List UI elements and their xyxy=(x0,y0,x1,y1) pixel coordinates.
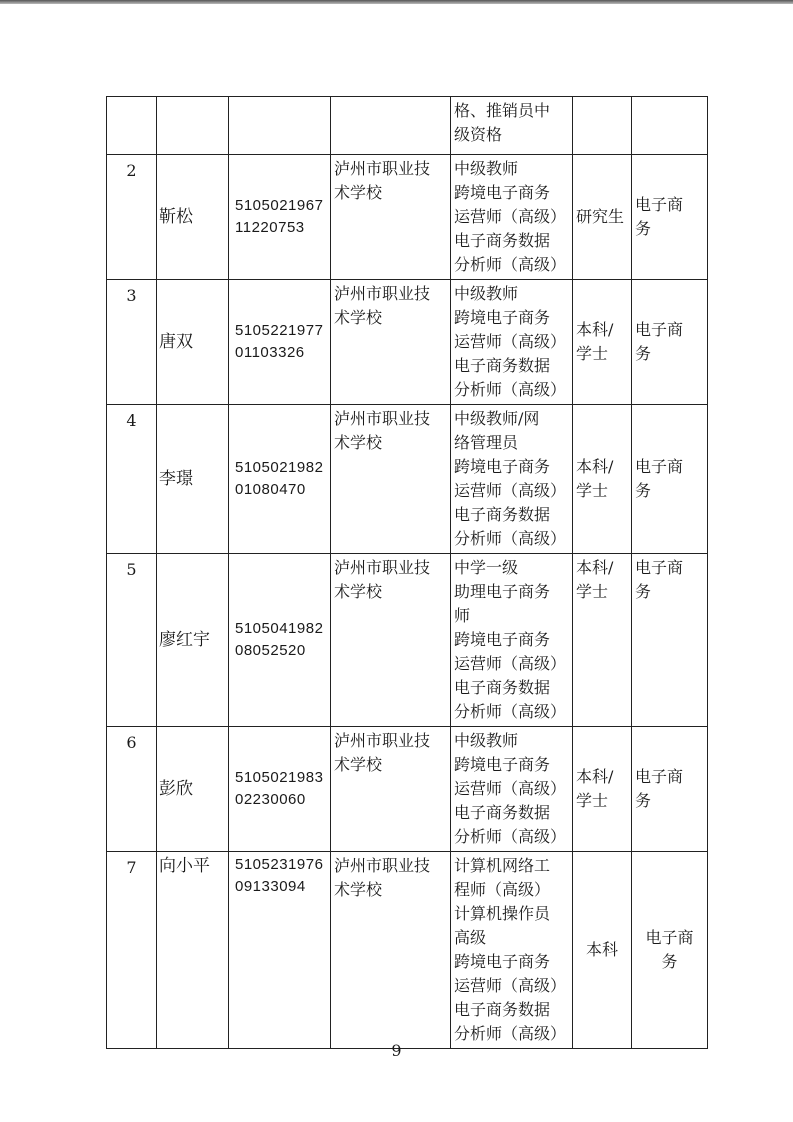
cert-line: 分析师（高级） xyxy=(454,255,567,274)
cell-name: 廖红宇 xyxy=(157,554,229,727)
unit-line: 术学校 xyxy=(334,582,383,601)
cert-line: 电子商务数据 xyxy=(454,678,551,697)
unit-line: 术学校 xyxy=(334,308,383,327)
id-line: 5105221977 xyxy=(235,322,324,339)
cell-edu xyxy=(573,280,632,405)
cert-line: 电子商务数据 xyxy=(454,231,551,250)
cell-unit xyxy=(331,554,451,727)
cert-line: 中级教师 xyxy=(454,731,519,750)
cell-cert xyxy=(451,155,573,280)
cert-line: 中级教师/网 xyxy=(454,409,540,428)
id-line: 5105021982 xyxy=(235,459,324,476)
cert-line: 中级教师 xyxy=(454,284,519,303)
table-row xyxy=(107,280,708,405)
cert-line: 跨境电子商务 xyxy=(454,308,551,327)
major-line: 电子商 xyxy=(635,767,684,786)
cell-major xyxy=(632,852,708,1049)
unit-line: 泸州市职业技 xyxy=(334,558,431,577)
unit-line: 泸州市职业技 xyxy=(334,856,431,875)
cert-line: 高级 xyxy=(454,928,487,947)
cert-line: 运营师（高级） xyxy=(454,779,567,798)
cert-line: 电子商务数据 xyxy=(454,356,551,375)
cell-cert xyxy=(451,554,573,727)
cert-line: 分析师（高级） xyxy=(454,1024,567,1043)
major-line: 电子商 xyxy=(635,457,684,476)
cell-id xyxy=(229,727,331,852)
cert-line: 级资格 xyxy=(454,125,503,144)
cert-line: 络管理员 xyxy=(454,433,519,452)
unit-line: 泸州市职业技 xyxy=(334,731,431,750)
cert-line: 跨境电子商务 xyxy=(454,755,551,774)
edu-line: 本科 xyxy=(585,940,618,959)
unit-line: 泸州市职业技 xyxy=(334,159,431,178)
cell-cert xyxy=(451,852,573,1049)
table-row-continuation xyxy=(107,97,708,155)
major-line: 务 xyxy=(635,481,652,500)
id-line: 09133094 xyxy=(235,878,306,895)
cert-line: 运营师（高级） xyxy=(454,654,567,673)
cert-line: 中学一级 xyxy=(454,558,519,577)
cert-line: 电子商务数据 xyxy=(454,505,551,524)
edu-line: 本科/ xyxy=(576,320,614,339)
cell-edu xyxy=(573,852,632,1049)
cert-line: 跨境电子商务 xyxy=(454,630,551,649)
edu-line: 研究生 xyxy=(576,207,625,226)
cert-line: 运营师（高级） xyxy=(454,207,567,226)
major-line: 务 xyxy=(635,791,652,810)
cell-no xyxy=(107,97,157,155)
id-line: 11220753 xyxy=(235,219,305,236)
cell-name xyxy=(157,97,229,155)
cell-major xyxy=(632,405,708,554)
cell-edu xyxy=(573,405,632,554)
cell-id xyxy=(229,280,331,405)
major-line: 电子商 xyxy=(635,320,684,339)
table-row xyxy=(107,155,708,280)
unit-line: 泸州市职业技 xyxy=(334,284,431,303)
cell-major xyxy=(632,97,708,155)
cert-line: 程师（高级） xyxy=(454,880,551,899)
unit-line: 术学校 xyxy=(334,755,383,774)
cert-line: 师 xyxy=(454,606,471,625)
unit-line: 泸州市职业技 xyxy=(334,409,431,428)
cell-name: 靳松 xyxy=(157,155,229,280)
cell-unit xyxy=(331,727,451,852)
id-line: 08052520 xyxy=(235,642,306,659)
cell-major xyxy=(632,554,708,727)
cert-line: 跨境电子商务 xyxy=(454,183,551,202)
major-line: 务 xyxy=(661,952,678,971)
cell-name: 李璟 xyxy=(157,405,229,554)
cert-line: 分析师（高级） xyxy=(454,380,567,399)
unit-line: 术学校 xyxy=(334,880,383,899)
cell-major xyxy=(632,280,708,405)
cell-edu xyxy=(573,155,632,280)
edu-line: 学士 xyxy=(576,344,609,363)
edu-line: 本科/ xyxy=(576,558,614,577)
cert-line: 格、推销员中 xyxy=(454,101,551,120)
table-row xyxy=(107,727,708,852)
cert-line: 运营师（高级） xyxy=(454,481,567,500)
major-line: 务 xyxy=(635,582,652,601)
scan-top-edge xyxy=(0,0,793,4)
personnel-table-container xyxy=(106,96,707,1049)
cell-major xyxy=(632,155,708,280)
id-line: 5105021983 xyxy=(235,769,324,786)
edu-line: 学士 xyxy=(576,791,609,810)
unit-line: 术学校 xyxy=(334,183,383,202)
id-line: 5105041982 xyxy=(235,620,324,637)
edu-line: 本科/ xyxy=(576,767,614,786)
edu-line: 学士 xyxy=(576,481,609,500)
cell-major xyxy=(632,727,708,852)
cert-line: 电子商务数据 xyxy=(454,1000,551,1019)
cell-no: 5 xyxy=(107,554,157,727)
cell-cert xyxy=(451,727,573,852)
cell-no: 4 xyxy=(107,405,157,554)
cell-id xyxy=(229,554,331,727)
cell-edu xyxy=(573,97,632,155)
id-line: 01080470 xyxy=(235,481,306,498)
edu-line: 学士 xyxy=(576,582,609,601)
id-line: 01103326 xyxy=(235,344,305,361)
cell-cert xyxy=(451,405,573,554)
major-line: 电子商 xyxy=(635,195,684,214)
cell-cert xyxy=(451,280,573,405)
cell-unit xyxy=(331,852,451,1049)
id-line: 5105021967 xyxy=(235,197,324,214)
id-line: 5105231976 xyxy=(235,856,324,873)
cell-unit xyxy=(331,280,451,405)
cell-id xyxy=(229,155,331,280)
cert-line: 跨境电子商务 xyxy=(454,952,551,971)
unit-line: 术学校 xyxy=(334,433,383,452)
cell-no: 6 xyxy=(107,727,157,852)
major-line: 电子商 xyxy=(645,928,694,947)
cell-id xyxy=(229,405,331,554)
cell-no: 7 xyxy=(107,852,157,1049)
cert-line: 运营师（高级） xyxy=(454,976,567,995)
cert-line: 电子商务数据 xyxy=(454,803,551,822)
cert-line: 运营师（高级） xyxy=(454,332,567,351)
major-line: 务 xyxy=(635,219,652,238)
cell-name: 彭欣 xyxy=(157,727,229,852)
personnel-table xyxy=(106,96,708,1049)
table-row xyxy=(107,852,708,1049)
cert-line: 跨境电子商务 xyxy=(454,457,551,476)
page-number: 9 xyxy=(391,1041,402,1060)
cert-line: 分析师（高级） xyxy=(454,529,567,548)
cell-id xyxy=(229,97,331,155)
cell-edu xyxy=(573,554,632,727)
cell-unit xyxy=(331,97,451,155)
cell-name: 唐双 xyxy=(157,280,229,405)
cell-no: 3 xyxy=(107,280,157,405)
cert-line: 分析师（高级） xyxy=(454,702,567,721)
cell-cert xyxy=(451,97,573,155)
id-line: 02230060 xyxy=(235,791,306,808)
cert-line: 计算机操作员 xyxy=(454,904,551,923)
cell-edu xyxy=(573,727,632,852)
cell-unit xyxy=(331,155,451,280)
table-row xyxy=(107,405,708,554)
cert-line: 分析师（高级） xyxy=(454,827,567,846)
major-line: 电子商 xyxy=(635,558,684,577)
cell-name: 向小平 xyxy=(157,852,229,1049)
cert-line: 中级教师 xyxy=(454,159,519,178)
cell-no: 2 xyxy=(107,155,157,280)
major-line: 务 xyxy=(635,344,652,363)
table-row xyxy=(107,554,708,727)
cell-id xyxy=(229,852,331,1049)
edu-line: 本科/ xyxy=(576,457,614,476)
cert-line: 计算机网络工 xyxy=(454,856,551,875)
cell-unit xyxy=(331,405,451,554)
cert-line: 助理电子商务 xyxy=(454,582,551,601)
